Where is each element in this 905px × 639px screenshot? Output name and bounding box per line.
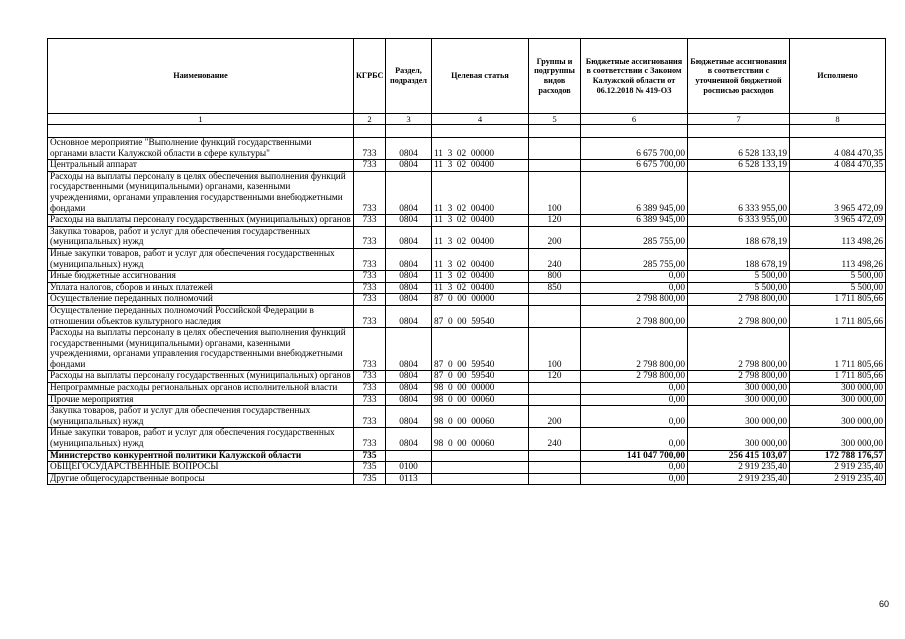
expense-group-cell: 850 [529, 282, 581, 294]
expense-group-cell: 100 [529, 171, 581, 214]
kgrbs-cell: 733 [354, 215, 386, 227]
row-name-cell: Расходы на выплаты персоналу в целях обеспечения выполнения функций государственными (муниципальными) органами, казенными учреждениями, органами управления государственными внебюджетными фондами [48, 328, 354, 371]
row-name-cell: Расходы на выплаты персоналу государственных (муниципальных) органов [48, 215, 354, 227]
target-article-cell: 11 3 02 00400 [432, 271, 529, 283]
table-row [48, 138, 886, 160]
section-cell [386, 450, 432, 462]
section-cell: 0804 [386, 282, 432, 294]
header-section: Раздел, подраздел [386, 39, 432, 114]
kgrbs-cell: 735 [354, 473, 386, 485]
row-name-cell: Осуществление переданных полномочий [48, 294, 354, 306]
kgrbs-cell: 733 [354, 428, 386, 450]
kgrbs-cell: 733 [354, 406, 386, 428]
expense-group-cell [529, 305, 581, 327]
section-cell: 0804 [386, 226, 432, 248]
executed-cell: 300 000,00 [790, 383, 886, 395]
row-name-cell: Центральный аппарат [48, 160, 354, 172]
row-name-cell: Расходы на выплаты персоналу государственных (муниципальных) органов [48, 371, 354, 383]
table-row [48, 215, 886, 227]
expense-group-cell [529, 450, 581, 462]
law-allocation-cell: 0,00 [581, 394, 688, 406]
refined-allocation-cell: 300 000,00 [688, 406, 790, 428]
section-cell: 0804 [386, 248, 432, 270]
law-allocation-cell: 0,00 [581, 271, 688, 283]
target-article-cell: 87 0 00 59540 [432, 371, 529, 383]
row-name-cell: Иные бюджетные ассигнования [48, 271, 354, 283]
column-number-row [48, 114, 886, 125]
row-name-cell: Другие общегосударственные вопросы [48, 473, 354, 485]
spacer-row [48, 125, 886, 138]
refined-allocation-cell: 2 798 800,00 [688, 328, 790, 371]
law-allocation-cell: 0,00 [581, 282, 688, 294]
column-number: 1 [48, 114, 354, 125]
law-allocation-cell: 6 675 700,00 [581, 160, 688, 172]
refined-allocation-cell: 300 000,00 [688, 428, 790, 450]
row-name-cell: Закупка товаров, работ и услуг для обеспечения государственных (муниципальных) нужд [48, 406, 354, 428]
refined-allocation-cell: 5 500,00 [688, 282, 790, 294]
target-article-cell [432, 450, 529, 462]
column-number: 5 [529, 114, 581, 125]
section-cell: 0804 [386, 294, 432, 306]
table-row [48, 226, 886, 248]
table-row [48, 305, 886, 327]
target-article-cell: 98 0 00 00060 [432, 428, 529, 450]
kgrbs-cell: 733 [354, 282, 386, 294]
expense-group-cell: 240 [529, 428, 581, 450]
refined-allocation-cell: 2 919 235,40 [688, 462, 790, 474]
table-row [48, 371, 886, 383]
executed-cell: 2 919 235,40 [790, 462, 886, 474]
expense-group-cell [529, 294, 581, 306]
law-allocation-cell: 0,00 [581, 406, 688, 428]
law-allocation-cell: 285 755,00 [581, 248, 688, 270]
target-article-cell: 87 0 00 59540 [432, 328, 529, 371]
header-kgrbs: КГРБС [354, 39, 386, 114]
refined-allocation-cell: 2 798 800,00 [688, 294, 790, 306]
table-row [48, 450, 886, 462]
refined-allocation-cell: 6 528 133,19 [688, 138, 790, 160]
refined-allocation-cell: 6 333 955,00 [688, 215, 790, 227]
column-number: 3 [386, 114, 432, 125]
section-cell: 0804 [386, 138, 432, 160]
header-expense-group: Группы и подгруппы видов расходов [529, 39, 581, 114]
refined-allocation-cell: 300 000,00 [688, 383, 790, 395]
section-cell: 0804 [386, 171, 432, 214]
expense-group-cell [529, 473, 581, 485]
target-article-cell: 87 0 00 59540 [432, 305, 529, 327]
law-allocation-cell: 6 389 945,00 [581, 215, 688, 227]
executed-cell: 1 711 805,66 [790, 328, 886, 371]
target-article-cell: 11 3 02 00400 [432, 171, 529, 214]
executed-cell: 4 084 470,35 [790, 138, 886, 160]
executed-cell: 300 000,00 [790, 406, 886, 428]
target-article-cell: 11 3 02 00400 [432, 215, 529, 227]
table-row [48, 473, 886, 485]
refined-allocation-cell: 188 678,19 [688, 226, 790, 248]
target-article-cell [432, 473, 529, 485]
target-article-cell: 87 0 00 00000 [432, 294, 529, 306]
header-refined-allocations: Бюджетные ассигнования в соответствии с уточненной бюджетной росписью расходов [688, 39, 790, 114]
refined-allocation-cell: 6 333 955,00 [688, 171, 790, 214]
law-allocation-cell: 2 798 800,00 [581, 294, 688, 306]
row-name-cell: Непрограммные расходы региональных органов исполнительной власти [48, 383, 354, 395]
table-row [48, 160, 886, 172]
law-allocation-cell: 0,00 [581, 462, 688, 474]
column-number: 4 [432, 114, 529, 125]
executed-cell: 4 084 470,35 [790, 160, 886, 172]
target-article-cell: 98 0 00 00060 [432, 394, 529, 406]
table-row [48, 394, 886, 406]
kgrbs-cell: 733 [354, 383, 386, 395]
executed-cell: 2 919 235,40 [790, 473, 886, 485]
column-number: 7 [688, 114, 790, 125]
executed-cell: 1 711 805,66 [790, 305, 886, 327]
row-name-cell: Прочие мероприятия [48, 394, 354, 406]
section-cell: 0100 [386, 462, 432, 474]
expense-group-cell: 800 [529, 271, 581, 283]
kgrbs-cell: 733 [354, 171, 386, 214]
law-allocation-cell: 285 755,00 [581, 226, 688, 248]
kgrbs-cell: 733 [354, 138, 386, 160]
refined-allocation-cell: 2 798 800,00 [688, 305, 790, 327]
section-cell: 0804 [386, 371, 432, 383]
kgrbs-cell: 735 [354, 450, 386, 462]
row-name-cell: Расходы на выплаты персоналу в целях обеспечения выполнения функций государственными (муниципальными) органами, казенными учреждениями, органами управления государственными внебюджетными фондами [48, 171, 354, 214]
kgrbs-cell: 735 [354, 462, 386, 474]
kgrbs-cell: 733 [354, 294, 386, 306]
section-cell: 0804 [386, 305, 432, 327]
table-row [48, 294, 886, 306]
expense-group-cell: 120 [529, 371, 581, 383]
target-article-cell: 11 3 02 00400 [432, 160, 529, 172]
row-name-cell: Иные закупки товаров, работ и услуг для обеспечения государственных (муниципальных) нужд [48, 428, 354, 450]
refined-allocation-cell: 188 678,19 [688, 248, 790, 270]
kgrbs-cell: 733 [354, 305, 386, 327]
expense-group-cell: 100 [529, 328, 581, 371]
refined-allocation-cell: 6 528 133,19 [688, 160, 790, 172]
kgrbs-cell: 733 [354, 371, 386, 383]
refined-allocation-cell: 256 415 103,07 [688, 450, 790, 462]
refined-allocation-cell: 300 000,00 [688, 394, 790, 406]
target-article-cell [432, 462, 529, 474]
column-number: 8 [790, 114, 886, 125]
kgrbs-cell: 733 [354, 394, 386, 406]
page-number: 60 [879, 599, 890, 609]
executed-cell: 3 965 472,09 [790, 215, 886, 227]
law-allocation-cell: 0,00 [581, 473, 688, 485]
executed-cell: 300 000,00 [790, 428, 886, 450]
row-name-cell: Осуществление переданных полномочий Российской Федерации в отношении объектов культурного наследия [48, 305, 354, 327]
target-article-cell: 11 3 02 00400 [432, 226, 529, 248]
law-allocation-cell: 6 675 700,00 [581, 138, 688, 160]
section-cell: 0804 [386, 271, 432, 283]
section-cell: 0804 [386, 328, 432, 371]
expense-group-cell [529, 138, 581, 160]
law-allocation-cell: 6 389 945,00 [581, 171, 688, 214]
law-allocation-cell: 0,00 [581, 383, 688, 395]
table-row [48, 383, 886, 395]
header-law-allocations: Бюджетные ассигнования в соответствии с Законом Калужской области от 06.12.2018 № 419-ОЗ [581, 39, 688, 114]
executed-cell: 5 500,00 [790, 271, 886, 283]
budget-execution-table [47, 38, 886, 485]
expense-group-cell [529, 160, 581, 172]
table-row [48, 282, 886, 294]
row-name-cell: ОБЩЕГОСУДАРСТВЕННЫЕ ВОПРОСЫ [48, 462, 354, 474]
section-cell: 0804 [386, 428, 432, 450]
column-number: 6 [581, 114, 688, 125]
section-cell: 0804 [386, 160, 432, 172]
section-cell: 0804 [386, 215, 432, 227]
target-article-cell: 11 3 02 00400 [432, 282, 529, 294]
row-name-cell: Основное мероприятие "Выполнение функций государственными органами власти Калужской области в сфере культуры" [48, 138, 354, 160]
table-row [48, 462, 886, 474]
executed-cell: 113 498,26 [790, 226, 886, 248]
law-allocation-cell: 141 047 700,00 [581, 450, 688, 462]
executed-cell: 1 711 805,66 [790, 294, 886, 306]
column-number: 2 [354, 114, 386, 125]
table-row [48, 171, 886, 214]
target-article-cell: 98 0 00 00060 [432, 406, 529, 428]
kgrbs-cell: 733 [354, 226, 386, 248]
header-row [48, 39, 886, 114]
row-name-cell: Уплата налогов, сборов и иных платежей [48, 282, 354, 294]
target-article-cell: 98 0 00 00000 [432, 383, 529, 395]
expense-group-cell: 200 [529, 226, 581, 248]
table-body [48, 125, 886, 485]
table-row [48, 406, 886, 428]
section-cell: 0804 [386, 406, 432, 428]
law-allocation-cell: 2 798 800,00 [581, 371, 688, 383]
law-allocation-cell: 2 798 800,00 [581, 328, 688, 371]
executed-cell: 300 000,00 [790, 394, 886, 406]
kgrbs-cell: 733 [354, 160, 386, 172]
section-cell: 0113 [386, 473, 432, 485]
section-cell: 0804 [386, 383, 432, 395]
expense-group-cell: 120 [529, 215, 581, 227]
executed-cell: 3 965 472,09 [790, 171, 886, 214]
table-row [48, 328, 886, 371]
target-article-cell: 11 3 02 00400 [432, 248, 529, 270]
law-allocation-cell: 2 798 800,00 [581, 305, 688, 327]
target-article-cell: 11 3 02 00000 [432, 138, 529, 160]
row-name-cell: Иные закупки товаров, работ и услуг для обеспечения государственных (муниципальных) нужд [48, 248, 354, 270]
executed-cell: 172 788 176,57 [790, 450, 886, 462]
refined-allocation-cell: 2 798 800,00 [688, 371, 790, 383]
law-allocation-cell: 0,00 [581, 428, 688, 450]
expense-group-cell: 240 [529, 248, 581, 270]
refined-allocation-cell: 2 919 235,40 [688, 473, 790, 485]
kgrbs-cell: 733 [354, 271, 386, 283]
section-cell: 0804 [386, 394, 432, 406]
expense-group-cell [529, 462, 581, 474]
kgrbs-cell: 733 [354, 328, 386, 371]
row-name-cell: Закупка товаров, работ и услуг для обеспечения государственных (муниципальных) нужд [48, 226, 354, 248]
row-name-cell: Министерство конкурентной политики Калужской области [48, 450, 354, 462]
expense-group-cell: 200 [529, 406, 581, 428]
executed-cell: 113 498,26 [790, 248, 886, 270]
header-target-article: Целевая статья [432, 39, 529, 114]
table-row [48, 271, 886, 283]
header-executed: Исполнено [790, 39, 886, 114]
refined-allocation-cell: 5 500,00 [688, 271, 790, 283]
table-row [48, 248, 886, 270]
executed-cell: 1 711 805,66 [790, 371, 886, 383]
expense-group-cell [529, 383, 581, 395]
kgrbs-cell: 733 [354, 248, 386, 270]
table-row [48, 428, 886, 450]
expense-group-cell [529, 394, 581, 406]
executed-cell: 5 500,00 [790, 282, 886, 294]
header-name: Наименование [48, 39, 354, 114]
